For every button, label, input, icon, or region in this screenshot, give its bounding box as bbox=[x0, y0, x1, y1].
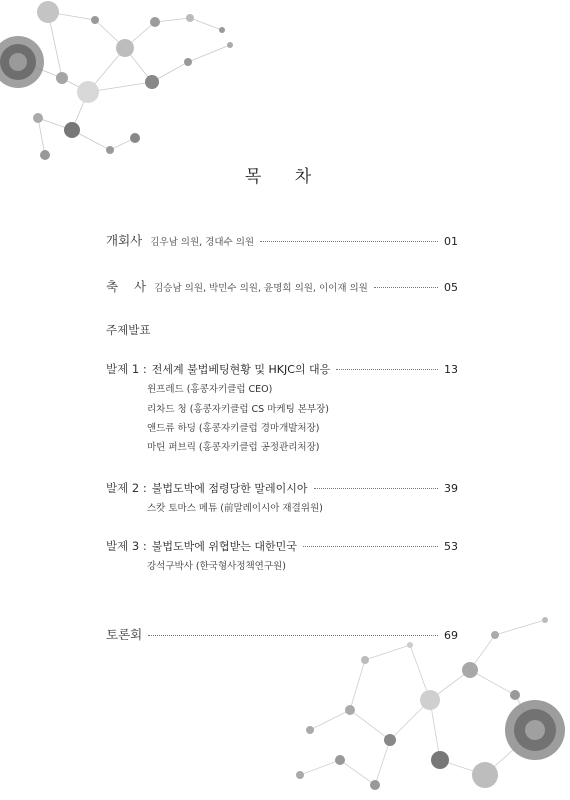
toc-names: 김승남 의원, 박민수 의원, 윤명희 의원, 이이재 의원 bbox=[154, 283, 368, 294]
presentation-number: 발제 2 : bbox=[106, 481, 147, 495]
toc-entry-discussion[interactable] bbox=[106, 625, 458, 643]
toc-entry-opening[interactable] bbox=[106, 231, 458, 249]
dot-leader bbox=[148, 635, 438, 636]
toc-page-number: 01 bbox=[444, 235, 458, 248]
toc-page-number: 05 bbox=[444, 281, 458, 294]
speaker-line: 윈프레드 (홍콩자키클럽 CEO) bbox=[147, 384, 273, 395]
presentation-title: 전세계 불법베팅현황 및 HKJC의 대응 bbox=[151, 363, 331, 376]
network-decoration-top bbox=[0, 0, 260, 180]
presentation-title: 불법도박에 위협받는 대한민국 bbox=[151, 540, 297, 553]
toc-heading: 토론회 bbox=[106, 627, 143, 642]
speaker-line: 스캇 토마스 메튜 (前말레이시아 재결위원) bbox=[147, 503, 323, 514]
toc-page-number: 53 bbox=[444, 540, 458, 553]
toc-heading: 개회사 bbox=[106, 233, 143, 248]
presentation-title: 불법도박에 점령당한 말레이시아 bbox=[151, 482, 308, 495]
presentation-number: 발제 3 : bbox=[106, 539, 147, 553]
toc-entry-congrats[interactable] bbox=[106, 277, 458, 295]
toc-heading: 축 사 bbox=[106, 279, 153, 294]
toc-names: 김우남 의원, 경대수 의원 bbox=[150, 237, 255, 248]
presentation-number: 발제 1 : bbox=[106, 362, 147, 376]
toc-entry-presentation-1[interactable] bbox=[106, 361, 458, 377]
speaker-line: 마틴 퍼브릭 (홍콩자키클럽 공정관리처장) bbox=[147, 442, 320, 453]
dot-leader bbox=[314, 488, 439, 489]
dot-leader bbox=[374, 287, 438, 288]
speaker-line: 강석구박사 (한국형사정책연구원) bbox=[147, 561, 286, 572]
speaker-line: 리차드 청 (홍콩자키클럽 CS 마케팅 본부장) bbox=[147, 404, 330, 415]
toc-page-number: 13 bbox=[444, 363, 458, 376]
toc-page-number: 69 bbox=[444, 629, 458, 642]
speaker-line: 앤드류 하딩 (홍콩자키클럽 경마개발처장) bbox=[147, 423, 320, 434]
page-title: 목 차 bbox=[244, 167, 326, 187]
dot-leader bbox=[336, 369, 438, 370]
section-heading: 주제발표 bbox=[106, 323, 151, 337]
dot-leader bbox=[303, 546, 438, 547]
toc-entry-presentation-2[interactable] bbox=[106, 480, 458, 496]
toc-entry-presentation-3[interactable] bbox=[106, 538, 458, 554]
dot-leader bbox=[260, 241, 438, 242]
toc-page-number: 39 bbox=[444, 482, 458, 495]
